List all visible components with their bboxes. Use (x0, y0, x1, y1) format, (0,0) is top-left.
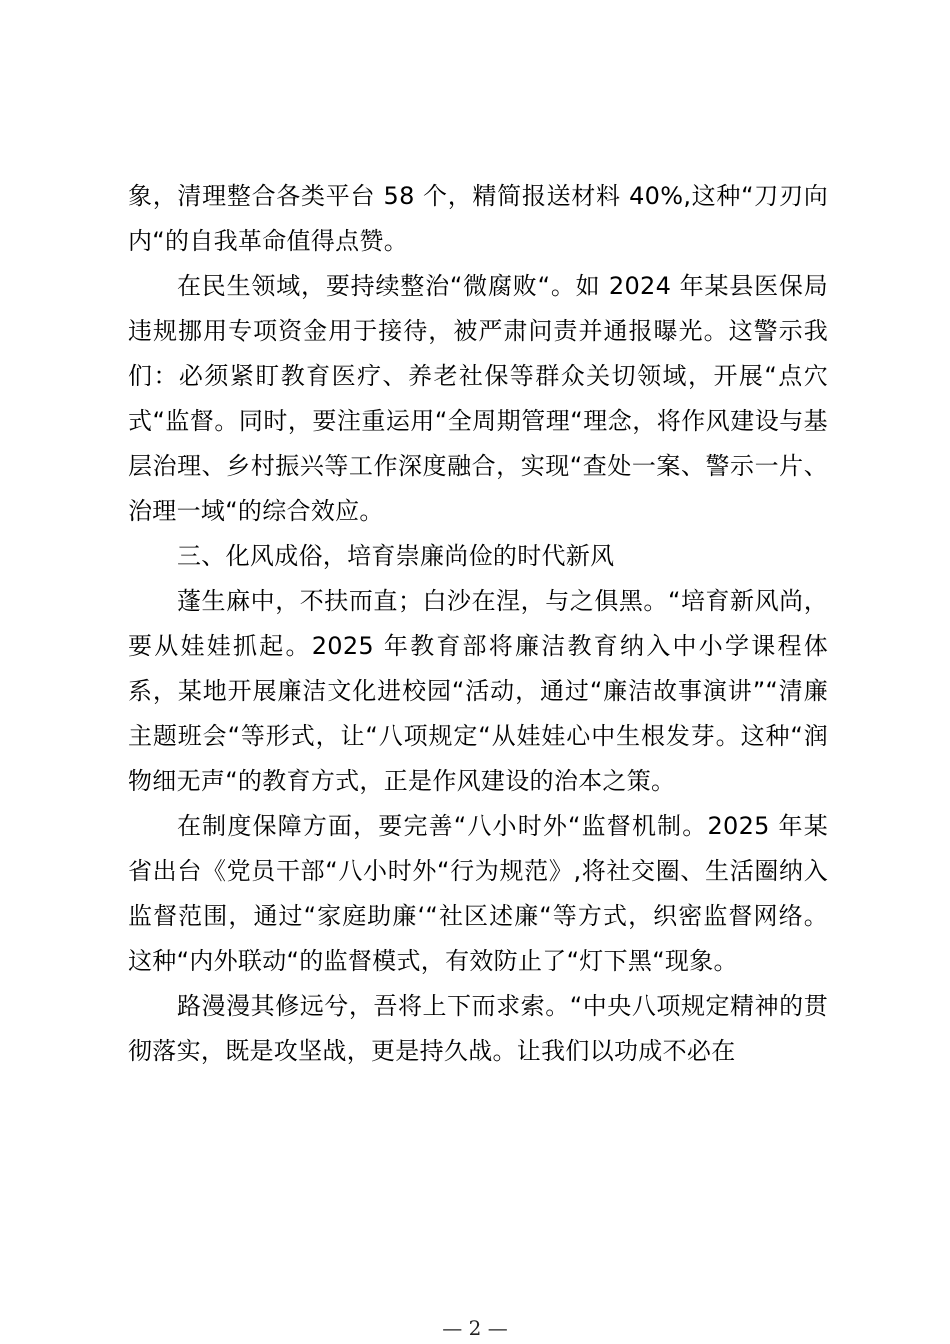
paragraph-2: 在民生领域，要持续整治“微腐败“。如 2024 年某县医保局违规挪用专项资金用于接待，被严肃问责并通报曝光。这警示我们：必须紧盯教育医疗、养老社保等群众关切领域，开展“点穴式“监督。同时，要注重运用“全周期管理“理念，将作风建设与基层治理、乡村振兴等工作深度融合，实现“查处一案、警示一片、治理一域“的综合效应。 (128, 272, 828, 525)
section-heading: 三、化风成俗，培育崇廉尚俭的时代新风 (177, 542, 615, 570)
paragraph-5: 路漫漫其修远兮，吾将上下而求索。“中央八项规定精神的贯彻落实，既是攻坚战，更是持久战。让我们以功成不必在 (128, 992, 828, 1065)
paragraph-1: 象，清理整合各类平台 58 个，精简报送材料 40%,这种“刀刃向内“的自我革命值得点赞。 (128, 182, 828, 255)
paragraph-4: 在制度保障方面，要完善“八小时外“监督机制。2025 年某省出台《党员干部“八小时外“行为规范》,将社交圈、生活圈纳入监督范围，通过“家庭助廉‘“社区述廉“等方式，织密监督网络。这种“内外联动“的监督模式，有效防止了“灯下黑“现象。 (128, 812, 828, 975)
page-number: — 2 — (442, 1316, 508, 1340)
body-text (128, 174, 828, 1074)
paragraph-3: 蓬生麻中，不扶而直；白沙在涅，与之俱黑。“培育新风尚，要从娃娃抓起。2025 年教育部将廉洁教育纳入中小学课程体系，某地开展廉洁文化进校园“活动，通过“廉洁故事演讲”“清廉主题班会“等形式，让“八项规定“从娃娃心中生根发芽。这种“润物细无声“的教育方式，正是作风建设的治本之策。 (128, 587, 828, 795)
